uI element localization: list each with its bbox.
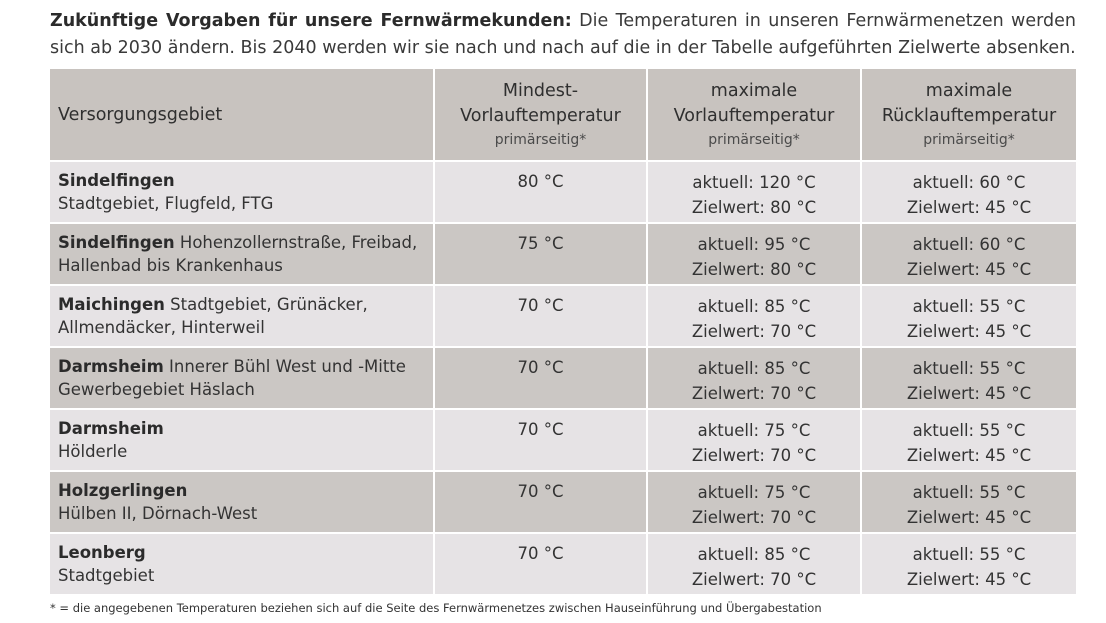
region-name: Darmsheim (58, 357, 164, 376)
min-flow-cell: 70 °C (435, 348, 648, 410)
table-header-row (50, 69, 1076, 162)
region-cell (50, 534, 435, 596)
header-min-flow-line2: Vorlauftemperatur (460, 105, 621, 126)
target-value: Zielwert: 70 °C (691, 570, 817, 589)
header-min-flow-sub: primärseitig* (494, 131, 587, 148)
target-value: Zielwert: 70 °C (691, 384, 817, 403)
current-value: aktuell: 75 °C (697, 421, 811, 440)
max-return-cell (862, 472, 1076, 534)
current-value: aktuell: 85 °C (697, 545, 811, 564)
region-name: Maichingen (58, 295, 165, 314)
table-row (50, 472, 1076, 534)
header-max-return-line2: Rücklauftemperatur (881, 105, 1057, 126)
region-detail: Allmendäcker, Hinterweil (58, 318, 265, 337)
current-value: aktuell: 55 °C (912, 483, 1026, 502)
max-return-cell (862, 286, 1076, 348)
header-region: Versorgungsgebiet (50, 69, 435, 162)
max-return-cell (862, 348, 1076, 410)
current-value: aktuell: 85 °C (697, 297, 811, 316)
max-flow-cell (648, 534, 862, 596)
target-value: Zielwert: 80 °C (691, 198, 817, 217)
current-value: aktuell: 60 °C (912, 173, 1026, 192)
region-detail: Stadtgebiet (58, 566, 155, 585)
header-max-return (862, 69, 1076, 162)
table-row (50, 534, 1076, 596)
region-detail: Stadtgebiet, Grünäcker, (164, 295, 368, 314)
region-name: Darmsheim (58, 419, 164, 438)
region-detail: Hallenbad bis Krankenhaus (58, 256, 283, 275)
target-value: Zielwert: 70 °C (691, 508, 817, 527)
region-cell (50, 472, 435, 534)
max-flow-cell (648, 410, 862, 472)
current-value: aktuell: 120 °C (692, 173, 816, 192)
max-return-cell (862, 224, 1076, 286)
region-cell (50, 286, 435, 348)
header-max-return-sub: primärseitig* (923, 131, 1015, 148)
region-detail: Gewerbegebiet Häslach (58, 380, 255, 399)
target-value: Zielwert: 80 °C (691, 260, 817, 279)
temperature-table (50, 69, 1076, 596)
table-row (50, 224, 1076, 286)
header-min-flow-line1: Mindest- (502, 80, 579, 101)
header-min-flow (435, 69, 648, 162)
region-cell (50, 410, 435, 472)
region-name: Sindelfingen (58, 233, 175, 252)
footnote: * = die angegebenen Temperaturen beziehen sich auf die Seite des Fernwärmenetzes zwischen Hauseinführung und Übergabestation (50, 601, 822, 615)
region-name: Sindelfingen (58, 171, 175, 190)
region-name: Holzgerlingen (58, 481, 188, 500)
region-cell (50, 224, 435, 286)
max-return-cell (862, 410, 1076, 472)
region-detail: Hölderle (58, 442, 128, 461)
max-return-cell (862, 162, 1076, 224)
target-value: Zielwert: 45 °C (906, 508, 1032, 527)
min-flow-cell: 70 °C (435, 286, 648, 348)
region-detail: Hohenzollernstraße, Freibad, (174, 233, 418, 252)
region-detail: Innerer Bühl West und -Mitte (163, 357, 406, 376)
table-row (50, 162, 1076, 224)
max-flow-cell (648, 286, 862, 348)
header-max-flow (648, 69, 862, 162)
intro-text: Die Temperaturen in unseren Fernwärmenetzen werden sich ab 2030 ändern. Bis 2040 werden wir sie nach und nach auf die in der Tabelle aufgeführten Zielwerte absenken. (50, 11, 1076, 58)
current-value: aktuell: 55 °C (912, 359, 1026, 378)
region-detail: Hülben II, Dörnach-West (58, 504, 258, 523)
region-cell (50, 162, 435, 224)
header-max-return-line1: maximale (925, 80, 1013, 101)
target-value: Zielwert: 45 °C (906, 384, 1032, 403)
max-flow-cell (648, 224, 862, 286)
table-row (50, 286, 1076, 348)
current-value: aktuell: 55 °C (912, 297, 1026, 316)
intro-bold: Zukünftige Vorgaben für unsere Fernwärmekunden: (50, 11, 572, 31)
region-cell (50, 348, 435, 410)
min-flow-cell: 75 °C (435, 224, 648, 286)
min-flow-cell: 80 °C (435, 162, 648, 224)
max-flow-cell (648, 162, 862, 224)
max-flow-cell (648, 348, 862, 410)
current-value: aktuell: 55 °C (912, 545, 1026, 564)
current-value: aktuell: 75 °C (697, 483, 811, 502)
max-flow-cell (648, 472, 862, 534)
target-value: Zielwert: 45 °C (906, 446, 1032, 465)
current-value: aktuell: 95 °C (697, 235, 811, 254)
current-value: aktuell: 85 °C (697, 359, 811, 378)
current-value: aktuell: 55 °C (912, 421, 1026, 440)
target-value: Zielwert: 45 °C (906, 260, 1032, 279)
header-max-flow-line2: Vorlauftemperatur (673, 105, 835, 126)
header-max-flow-sub: primärseitig* (708, 131, 800, 148)
table-row (50, 410, 1076, 472)
min-flow-cell: 70 °C (435, 534, 648, 596)
region-name: Leonberg (58, 543, 146, 562)
target-value: Zielwert: 70 °C (691, 322, 817, 341)
target-value: Zielwert: 70 °C (691, 446, 817, 465)
intro-paragraph (50, 8, 1076, 62)
target-value: Zielwert: 45 °C (906, 570, 1032, 589)
current-value: aktuell: 60 °C (912, 235, 1026, 254)
region-detail: Stadtgebiet, Flugfeld, FTG (58, 194, 274, 213)
header-max-flow-line1: maximale (710, 80, 798, 101)
min-flow-cell: 70 °C (435, 472, 648, 534)
target-value: Zielwert: 45 °C (906, 198, 1032, 217)
max-return-cell (862, 534, 1076, 596)
min-flow-cell: 70 °C (435, 410, 648, 472)
table-row (50, 348, 1076, 410)
target-value: Zielwert: 45 °C (906, 322, 1032, 341)
